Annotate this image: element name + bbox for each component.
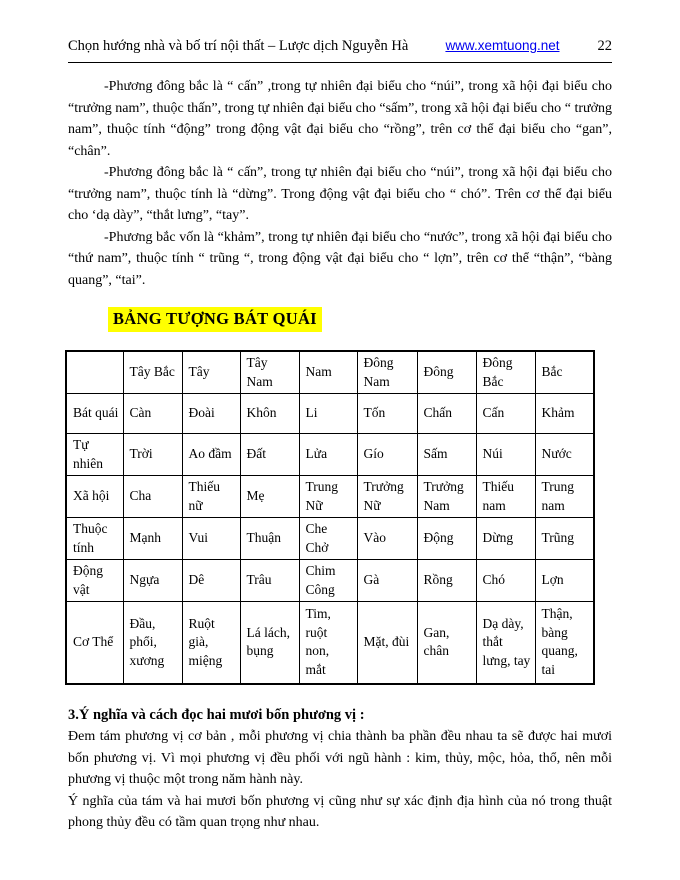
- page-header: [0, 0, 680, 56]
- table-corner-cell: [66, 351, 123, 394]
- page-number: 22: [597, 38, 612, 54]
- row-label: Bát quái: [66, 394, 123, 434]
- table-cell: Đoài: [182, 394, 240, 434]
- table-cell: Núi: [476, 434, 535, 476]
- table-cell: Cha: [123, 476, 182, 518]
- header-divider: [68, 62, 612, 63]
- table-header-cell: Đông Bắc: [476, 351, 535, 394]
- table-cell: Đầu, phổi, xương: [123, 602, 182, 684]
- table-cell: Vui: [182, 518, 240, 560]
- table-cell: Thận, bàng quang, tai: [535, 602, 594, 684]
- table-cell: Trung nam: [535, 476, 594, 518]
- table-cell: Vào: [357, 518, 417, 560]
- table-header-cell: Tây Nam: [240, 351, 299, 394]
- table-cell: Lửa: [299, 434, 357, 476]
- table-cell: Ruột già, miệng: [182, 602, 240, 684]
- table-row-dong-vat: [66, 560, 594, 602]
- table-cell: Gà: [357, 560, 417, 602]
- table-cell: Sấm: [417, 434, 476, 476]
- table-cell: Lợn: [535, 560, 594, 602]
- row-label: Tự nhiên: [66, 434, 123, 476]
- row-label: Động vật: [66, 560, 123, 602]
- table-cell: Ngựa: [123, 560, 182, 602]
- table-cell: Dê: [182, 560, 240, 602]
- table-cell: Che Chở: [299, 518, 357, 560]
- table-cell: Khôn: [240, 394, 299, 434]
- table-cell: Thiếu nam: [476, 476, 535, 518]
- table-row-xa-hoi: [66, 476, 594, 518]
- table-cell: Rồng: [417, 560, 476, 602]
- row-label: Thuộc tính: [66, 518, 123, 560]
- table-cell: Cấn: [476, 394, 535, 434]
- table-cell: Thuận: [240, 518, 299, 560]
- table-cell: Chó: [476, 560, 535, 602]
- table-cell: Dạ dày, thắt lưng, tay: [476, 602, 535, 684]
- table-cell: Mặt, đùi: [357, 602, 417, 684]
- table-cell: Ao đầm: [182, 434, 240, 476]
- table-cell: Tốn: [357, 394, 417, 434]
- table-cell: Tim, ruột non, mắt: [299, 602, 357, 684]
- table-header-cell: Đông Nam: [357, 351, 417, 394]
- row-label: Xã hội: [66, 476, 123, 518]
- bat-quai-table: [65, 350, 595, 685]
- table-cell: Trời: [123, 434, 182, 476]
- header-title: Chọn hướng nhà và bố trí nội thất – Lược dịch Nguyễn Hà: [68, 38, 409, 54]
- table-cell: Khảm: [535, 394, 594, 434]
- table-heading-wrapper: [108, 307, 612, 332]
- table-row-tu-nhien: [66, 434, 594, 476]
- table-cell: Chấn: [417, 394, 476, 434]
- table-cell: Mẹ: [240, 476, 299, 518]
- table-cell: Thiếu nữ: [182, 476, 240, 518]
- table-header-cell: Tây Bắc: [123, 351, 182, 394]
- table-cell: Chim Công: [299, 560, 357, 602]
- table-cell: Đất: [240, 434, 299, 476]
- table-cell: Trưởng Nữ: [357, 476, 417, 518]
- table-cell: Li: [299, 394, 357, 434]
- paragraph-bac-kham: -Phương bắc vốn là “khảm”, trong tự nhiên đại biểu cho “nước”, trong xã hội đại biểu cho “thứ nam”, thuộc tính “ trũng “, trong động vật đại biểu cho “ lợn”, trên cơ thể “thận”, “bàng quang”, “tai”.: [68, 229, 612, 288]
- document-body: [0, 76, 680, 834]
- section-heading: 3.Ý nghĩa và cách đọc hai mươi bốn phương vị :: [68, 706, 365, 723]
- table-header-cell: Bắc: [535, 351, 594, 394]
- table-cell: Trâu: [240, 560, 299, 602]
- table-header-row: [66, 351, 594, 394]
- table-cell: Càn: [123, 394, 182, 434]
- table-row-bat-quai: [66, 394, 594, 434]
- table-cell: Dừng: [476, 518, 535, 560]
- table-cell: Trũng: [535, 518, 594, 560]
- section-paragraph-1: Đem tám phương vị cơ bản , mỗi phương vị chia thành ba phần đều nhau ta sẽ được hai mươi bốn phương vị. Vì mọi phương vị đều phối với ngũ hành : kim, thủy, mộc, hỏa, thổ, nên mỗi phương vị thuộc một trong năm hành này.: [68, 729, 612, 787]
- row-label: Cơ Thể: [66, 602, 123, 684]
- paragraph-dong-bac-can-2: -Phương đông bắc là “ cấn”, trong tự nhiên đại biểu cho “núi”, trong xã hội đại biểu cho “trưởng nam”, thuộc tính là “dừng”. Trong động vật đại biểu cho “ chó”. Trên cơ thể đại biểu cho ‘dạ dày”, “thắt lưng”, “tay”.: [68, 165, 612, 223]
- table-cell: Nước: [535, 434, 594, 476]
- table-cell: Gío: [357, 434, 417, 476]
- table-heading: BẢNG TƯỢNG BÁT QUÁI: [108, 307, 322, 332]
- paragraph-dong-bac-can-1: -Phương đông bắc là “ cấn” ,trong tự nhiên đại biểu cho “núi”, trong xã hội đại biểu cho “trưởng nam”, thuộc thấn”, trong tự nhiên đại biểu cho “sấm”, trong xã hội đại biểu cho “ trưởng nam”, thuộc tính “động” trong động vật đại biểu cho “rồng”, trên cơ thể đại biểu cho “gan”, “chân”.: [68, 79, 612, 159]
- table-cell: Lá lách, bụng: [240, 602, 299, 684]
- table-cell: Mạnh: [123, 518, 182, 560]
- section-paragraph-2: Ý nghĩa của tám và hai mươi bốn phương vị cũng như sự xác định địa hình của nó trong thuật phong thủy đều có tầm quan trọng như nhau.: [68, 793, 612, 830]
- header-website-link[interactable]: www.xemtuong.net: [445, 38, 560, 53]
- table-row-co-the: [66, 602, 594, 684]
- table-cell: Gan, chân: [417, 602, 476, 684]
- table-header-cell: Nam: [299, 351, 357, 394]
- table-cell: Trưởng Nam: [417, 476, 476, 518]
- table-cell: Động: [417, 518, 476, 560]
- table-cell: Trung Nữ: [299, 476, 357, 518]
- table-header-cell: Đông: [417, 351, 476, 394]
- table-header-cell: Tây: [182, 351, 240, 394]
- table-row-thuoc-tinh: [66, 518, 594, 560]
